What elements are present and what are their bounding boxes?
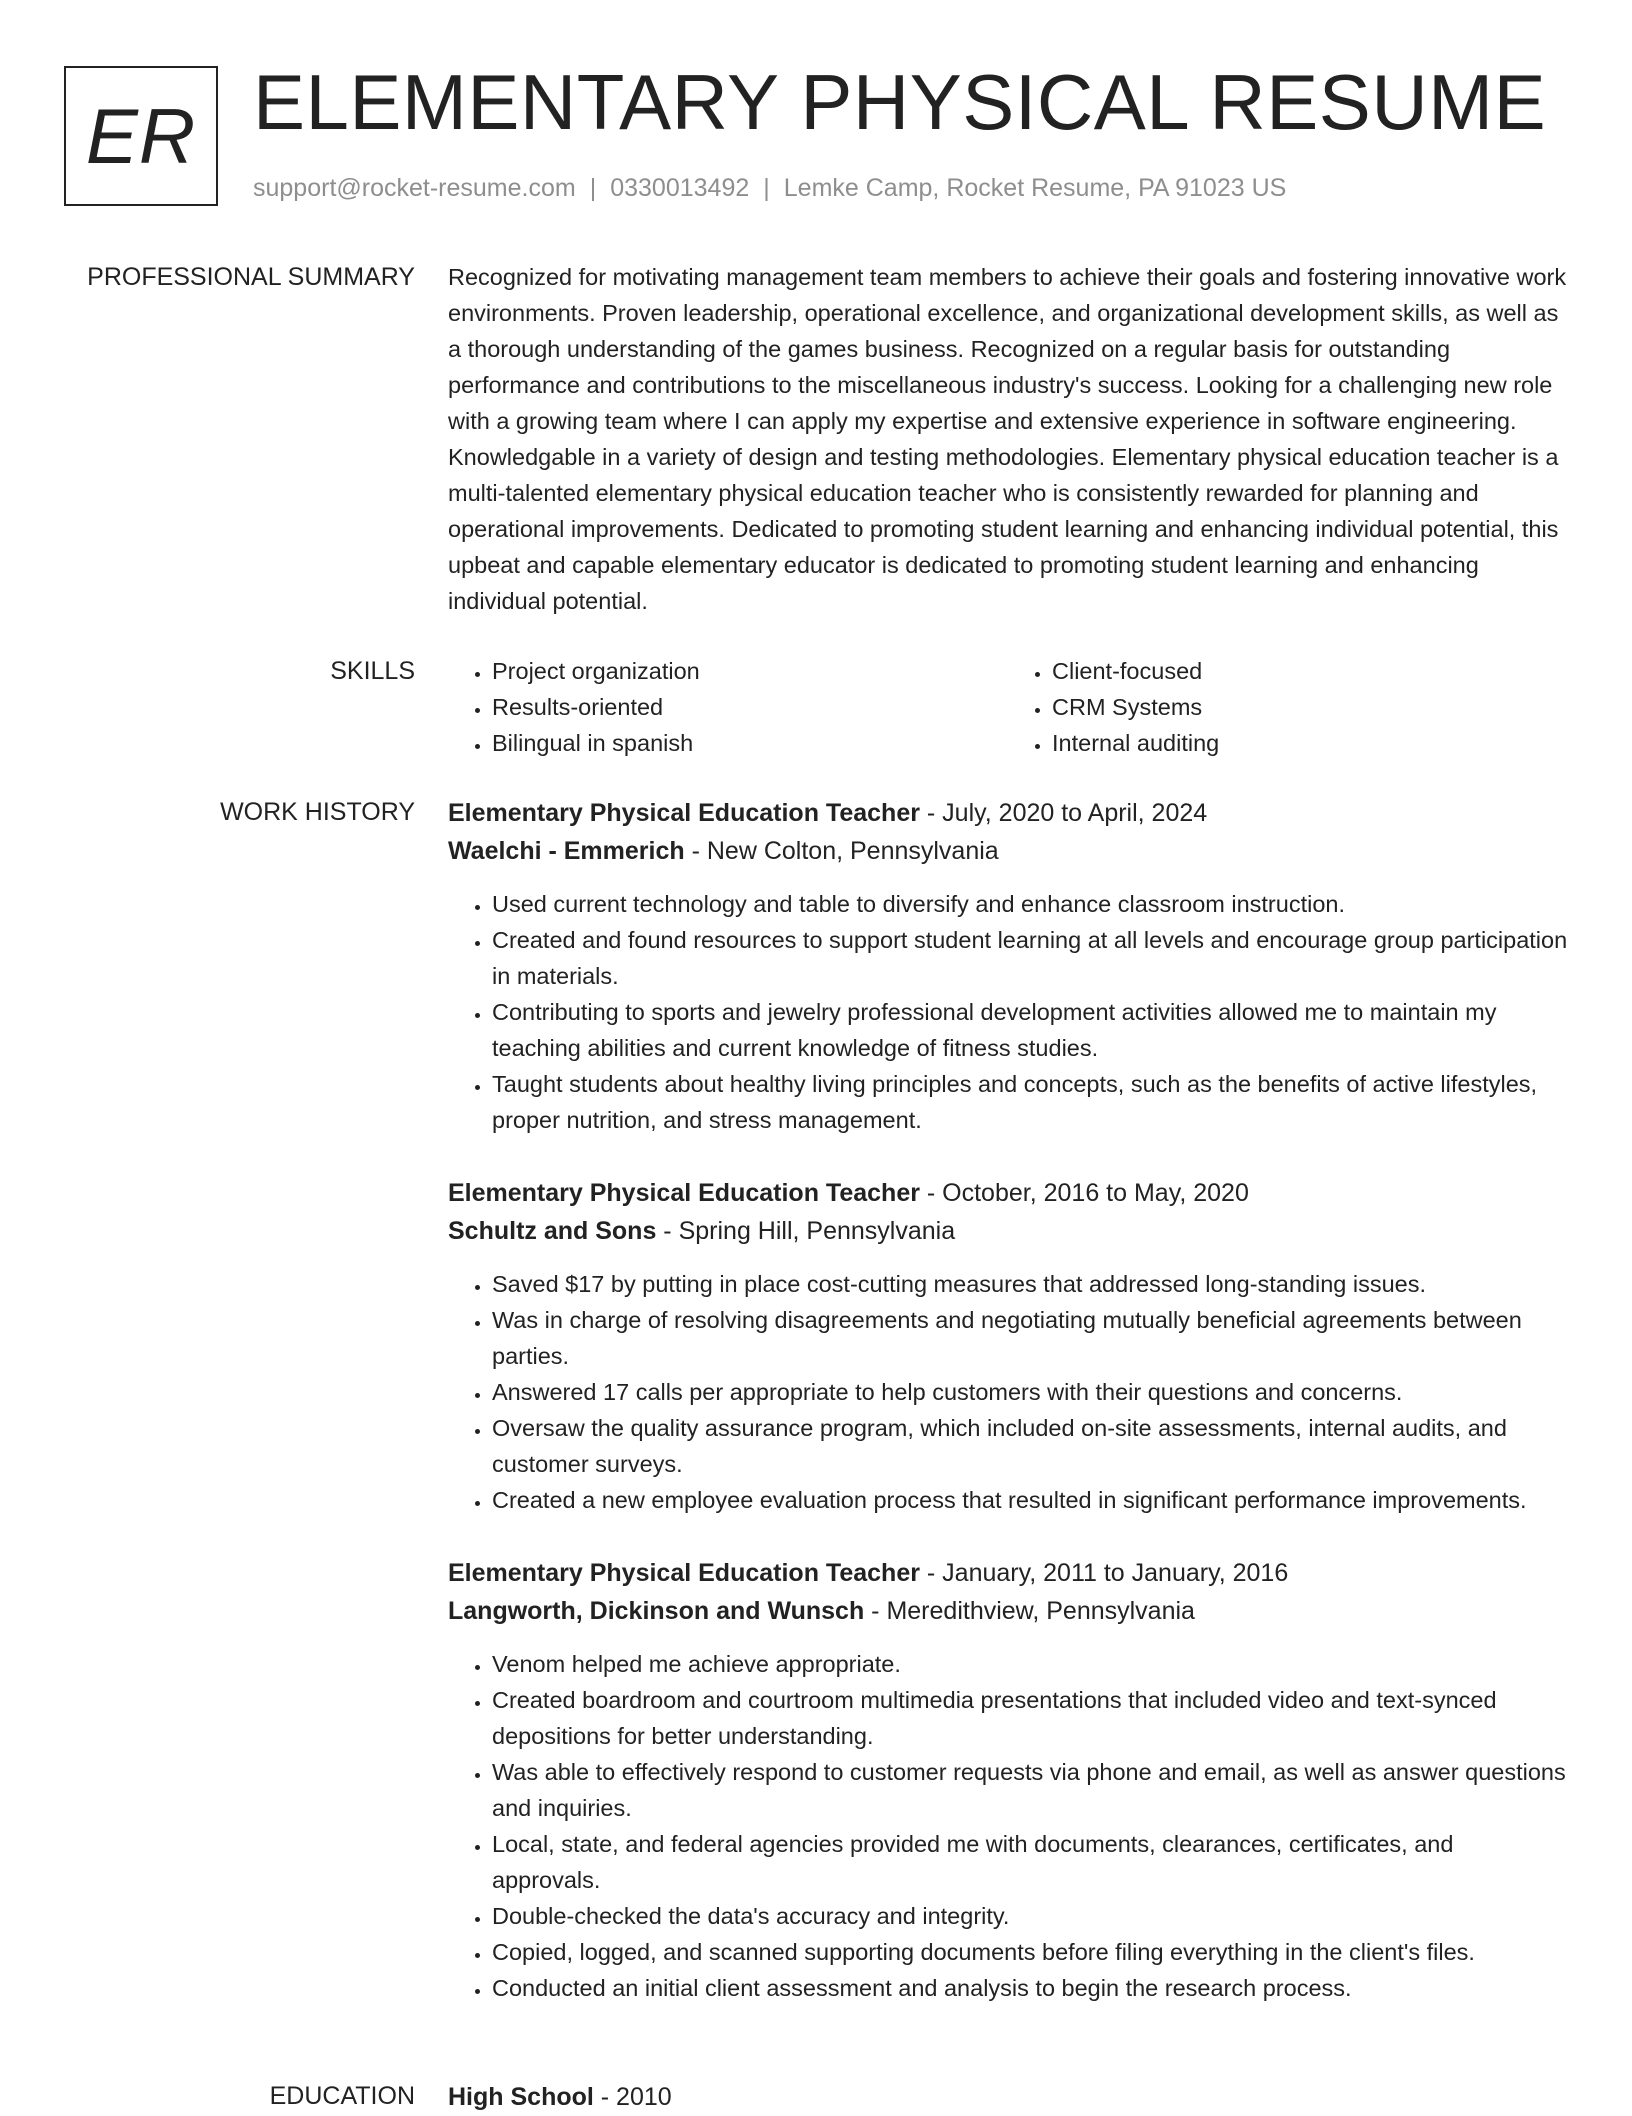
contact-separator: | — [589, 174, 597, 202]
job-company-line — [448, 1212, 1568, 1250]
skill-item: • CRM Systems — [1052, 689, 1568, 725]
job-company: Schultz and Sons — [448, 1217, 657, 1245]
job-bullet: • Double-checked the data's accuracy and integrity. — [492, 1898, 1568, 1934]
job-company: Langworth, Dickinson and Wunsch — [448, 1597, 865, 1625]
job-bullet: • Created boardroom and courtroom multimedia presentations that included video and text-synced depositions for better understanding. — [492, 1682, 1568, 1754]
skills-column-2 — [1008, 653, 1568, 761]
skills-column-1 — [448, 653, 1008, 761]
job-role: Elementary Physical Education Teacher — [448, 799, 920, 827]
skill-item: • Internal auditing — [1052, 725, 1568, 761]
job-bullet: • Local, state, and federal agencies provided me with documents, clearances, certificates, and approvals. — [492, 1826, 1568, 1898]
job-bullet: • Oversaw the quality assurance program, which included on-site assessments, internal audits, and customer surveys. — [492, 1410, 1568, 1482]
summary-heading: PROFESSIONAL SUMMARY — [87, 263, 415, 291]
job-title-line — [448, 794, 1568, 832]
job-dates: - October, 2016 to May, 2020 — [919, 1179, 1249, 1207]
skill-item: • Bilingual in spanish — [492, 725, 1008, 761]
work-heading: WORK HISTORY — [220, 798, 415, 826]
job-bullet: • Copied, logged, and scanned supporting documents before filing everything in the client's files. — [492, 1934, 1568, 1970]
job-role: Elementary Physical Education Teacher — [448, 1559, 920, 1587]
monogram-box — [64, 66, 218, 206]
contact-email[interactable]: support@rocket-resume.com — [253, 174, 576, 202]
job-bullet: • Created a new employee evaluation process that resulted in significant performance improvements. — [492, 1482, 1568, 1518]
job-bullet: • Taught students about healthy living principles and concepts, such as the benefits of active lifestyles, proper nutrition, and stress management. — [492, 1066, 1568, 1138]
education-year: - 2010 — [593, 2083, 672, 2111]
monogram-initials: ER — [85, 91, 197, 180]
contact-phone[interactable]: 0330013492 — [610, 174, 750, 202]
skill-item: • Project organization — [492, 653, 1008, 689]
job-entry — [448, 794, 1568, 1138]
education-heading: EDUCATION — [269, 2082, 415, 2110]
skill-item: • Results-oriented — [492, 689, 1008, 725]
job-entry — [448, 1174, 1568, 1518]
job-bullet: • Venom helped me achieve appropriate. — [492, 1646, 1568, 1682]
job-location: - Spring Hill, Pennsylvania — [656, 1217, 956, 1245]
job-title-line — [448, 1554, 1568, 1592]
job-bullets — [448, 1646, 1568, 2006]
job-bullet: • Was in charge of resolving disagreements and negotiating mutually beneficial agreements between parties. — [492, 1302, 1568, 1374]
job-role: Elementary Physical Education Teacher — [448, 1179, 920, 1207]
job-bullet: • Conducted an initial client assessment and analysis to begin the research process. — [492, 1970, 1568, 2006]
job-bullet: • Was able to effectively respond to customer requests via phone and email, as well as answer questions and inquiries. — [492, 1754, 1568, 1826]
skill-item: • Client-focused — [1052, 653, 1568, 689]
job-company-line — [448, 1592, 1568, 1630]
resume-title: ELEMENTARY PHYSICAL RESUME — [253, 58, 1547, 146]
job-entry — [448, 1554, 1568, 2006]
education-line — [448, 2078, 1568, 2116]
job-dates: - January, 2011 to January, 2016 — [919, 1559, 1289, 1587]
job-bullet: • Contributing to sports and jewelry professional development activities allowed me to maintain my teaching abilities and current knowledge of fitness studies. — [492, 994, 1568, 1066]
education-degree: High School — [448, 2083, 594, 2111]
job-bullets — [448, 886, 1568, 1138]
job-bullets — [448, 1266, 1568, 1518]
job-location: - New Colton, Pennsylvania — [684, 837, 999, 865]
job-bullet: • Answered 17 calls per appropriate to help customers with their questions and concerns. — [492, 1374, 1568, 1410]
job-location: - Meredithview, Pennsylvania — [864, 1597, 1195, 1625]
job-company-line — [448, 832, 1568, 870]
contact-address: Lemke Camp, Rocket Resume, PA 91023 US — [783, 174, 1287, 202]
skills-heading: SKILLS — [330, 657, 415, 685]
contact-separator: | — [763, 174, 770, 202]
job-dates: - July, 2020 to April, 2024 — [919, 799, 1208, 827]
job-bullet: • Created and found resources to support student learning at all levels and encourage group participation in materials. — [492, 922, 1568, 994]
summary-text: Recognized for motivating management team members to achieve their goals and fostering innovative work environments. Proven leadership, operational excellence, and organizational development skills, as well as a thorough understanding of the games business. Recognized on a regular basis for outstanding performance and contributions to the miscellaneous industry's success. Looking for a challenging new role with a growing team where I can apply my expertise and extensive experience in software engineering. Knowledgable in a variety of design and testing methodologies. Elementary physical education teacher is a multi-talented elementary physical education teacher who is consistently rewarded for planning and operational improvements. Dedicated to promoting student learning and enhancing individual potential, this upbeat and capable elementary educator is dedicated to promoting student learning and enhancing individual potential. — [448, 264, 1567, 614]
contact-line — [253, 174, 1286, 203]
job-company: Waelchi - Emmerich — [448, 837, 685, 865]
job-title-line — [448, 1174, 1568, 1212]
job-bullet: • Saved $17 by putting in place cost-cutting measures that addressed long-standing issues. — [492, 1266, 1568, 1302]
job-bullet: • Used current technology and table to diversify and enhance classroom instruction. — [492, 886, 1568, 922]
